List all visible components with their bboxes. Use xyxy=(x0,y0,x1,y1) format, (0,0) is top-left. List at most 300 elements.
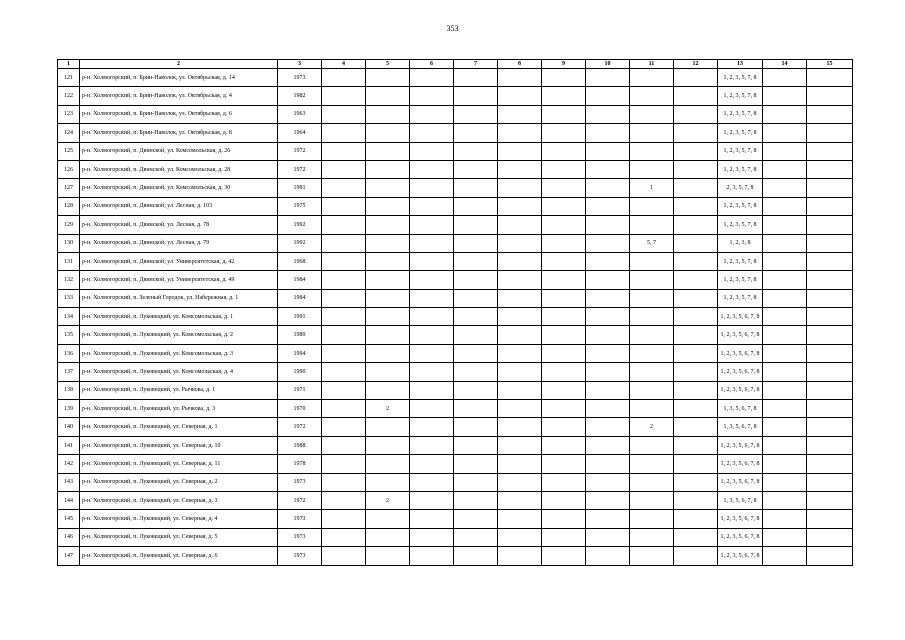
column-5-cell xyxy=(366,289,410,307)
empty-cell xyxy=(454,326,498,344)
empty-cell xyxy=(674,436,718,454)
row-number-cell: 126 xyxy=(58,160,80,178)
empty-cell xyxy=(763,308,807,326)
empty-cell xyxy=(410,436,454,454)
empty-cell xyxy=(322,69,366,87)
empty-cell xyxy=(542,252,586,270)
empty-cell xyxy=(410,252,454,270)
table-row xyxy=(58,197,853,215)
column-5-cell xyxy=(366,418,410,436)
year-cell: 1994 xyxy=(278,344,322,362)
empty-cell xyxy=(586,491,630,509)
empty-cell xyxy=(498,381,542,399)
empty-cell xyxy=(322,381,366,399)
year-cell: 1990 xyxy=(278,363,322,381)
column-13-cell: 1, 2, 3, 5, 6, 7, 8 xyxy=(718,547,763,565)
empty-cell xyxy=(586,381,630,399)
empty-cell xyxy=(674,400,718,418)
row-number-cell: 131 xyxy=(58,252,80,270)
column-13-cell: 1, 2, 3, 5, 7, 8 xyxy=(718,142,763,160)
empty-cell xyxy=(586,289,630,307)
year-cell: 1982 xyxy=(278,87,322,105)
empty-cell xyxy=(542,197,586,215)
year-cell: 1972 xyxy=(278,160,322,178)
row-number-cell: 127 xyxy=(58,179,80,197)
address-cell: р-н. Холмогорский, п. Двинской, ул. Комсомольская, д. 28 xyxy=(80,160,278,178)
empty-cell xyxy=(674,87,718,105)
empty-cell xyxy=(674,234,718,252)
column-header: 8 xyxy=(498,60,542,69)
column-header: 13 xyxy=(718,60,763,69)
address-cell: р-н. Холмогорский, п. Луковецкий, ул. Комсомольская, д. 1 xyxy=(80,308,278,326)
empty-cell xyxy=(498,160,542,178)
column-13-cell: 1, 2, 3, 8 xyxy=(718,234,763,252)
empty-cell xyxy=(586,124,630,142)
empty-cell xyxy=(763,124,807,142)
column-header: 4 xyxy=(322,60,366,69)
column-11-cell xyxy=(630,381,674,399)
year-cell: 1972 xyxy=(278,418,322,436)
empty-cell xyxy=(807,510,853,528)
empty-cell xyxy=(454,87,498,105)
empty-cell xyxy=(410,271,454,289)
empty-cell xyxy=(454,69,498,87)
empty-cell xyxy=(763,105,807,123)
table-row xyxy=(58,234,853,252)
empty-cell xyxy=(763,510,807,528)
row-number-cell: 140 xyxy=(58,418,80,436)
empty-cell xyxy=(410,547,454,565)
address-cell: р-н. Холмогорский, п. Двинской, ул. Лесная, д. 103 xyxy=(80,197,278,215)
table-row xyxy=(58,179,853,197)
empty-cell xyxy=(586,326,630,344)
address-cell: р-н. Холмогорский, п. Луковецкий, ул. Северная, д. 5 xyxy=(80,528,278,546)
row-number-cell: 123 xyxy=(58,105,80,123)
column-5-cell: 2 xyxy=(366,491,410,509)
column-11-cell xyxy=(630,326,674,344)
empty-cell xyxy=(410,418,454,436)
empty-cell xyxy=(454,436,498,454)
table-body xyxy=(58,69,853,566)
empty-cell xyxy=(586,363,630,381)
column-5-cell xyxy=(366,436,410,454)
empty-cell xyxy=(410,179,454,197)
address-cell: р-н. Холмогорский, п. Брин-Наволок, ул. Октябрьская, д. 8 xyxy=(80,124,278,142)
empty-cell xyxy=(498,400,542,418)
column-5-cell xyxy=(366,381,410,399)
empty-cell xyxy=(322,252,366,270)
address-cell: р-н. Холмогорский, п. Зеленый Городок, ул. Набережная, д. 1 xyxy=(80,289,278,307)
empty-cell xyxy=(674,326,718,344)
empty-cell xyxy=(410,289,454,307)
empty-cell xyxy=(674,344,718,362)
year-cell: 1981 xyxy=(278,179,322,197)
year-cell: 1988 xyxy=(278,436,322,454)
empty-cell xyxy=(322,234,366,252)
empty-cell xyxy=(410,510,454,528)
empty-cell xyxy=(763,363,807,381)
row-number-cell: 138 xyxy=(58,381,80,399)
empty-cell xyxy=(542,216,586,234)
column-header: 1 xyxy=(58,60,80,69)
empty-cell xyxy=(542,289,586,307)
column-5-cell xyxy=(366,308,410,326)
empty-cell xyxy=(542,326,586,344)
empty-cell xyxy=(410,491,454,509)
table-row xyxy=(58,252,853,270)
column-header: 10 xyxy=(586,60,630,69)
empty-cell xyxy=(586,197,630,215)
empty-cell xyxy=(498,216,542,234)
column-5-cell xyxy=(366,528,410,546)
year-cell: 1989 xyxy=(278,326,322,344)
empty-cell xyxy=(807,363,853,381)
column-5-cell xyxy=(366,344,410,362)
column-13-cell: 1, 2, 3, 5, 7, 8 xyxy=(718,197,763,215)
empty-cell xyxy=(498,87,542,105)
empty-cell xyxy=(807,326,853,344)
year-cell: 1978 xyxy=(278,455,322,473)
empty-cell xyxy=(674,216,718,234)
empty-cell xyxy=(410,326,454,344)
empty-cell xyxy=(763,142,807,160)
empty-cell xyxy=(498,491,542,509)
empty-cell xyxy=(763,528,807,546)
address-cell: р-н. Холмогорский, п. Двинской, ул. Комсомольская, д. 26 xyxy=(80,142,278,160)
empty-cell xyxy=(542,455,586,473)
empty-cell xyxy=(410,455,454,473)
empty-cell xyxy=(322,197,366,215)
row-number-cell: 121 xyxy=(58,69,80,87)
column-11-cell xyxy=(630,142,674,160)
row-number-cell: 124 xyxy=(58,124,80,142)
empty-cell xyxy=(542,528,586,546)
column-13-cell: 1, 2, 3, 5, 7, 8 xyxy=(718,271,763,289)
row-number-cell: 134 xyxy=(58,308,80,326)
empty-cell xyxy=(322,400,366,418)
empty-cell xyxy=(763,400,807,418)
column-5-cell xyxy=(366,105,410,123)
column-11-cell xyxy=(630,400,674,418)
empty-cell xyxy=(454,473,498,491)
column-header: 5 xyxy=(366,60,410,69)
empty-cell xyxy=(674,124,718,142)
column-13-cell: 1, 2, 3, 5, 6, 7, 8 xyxy=(718,326,763,344)
empty-cell xyxy=(454,252,498,270)
empty-cell xyxy=(410,160,454,178)
empty-cell xyxy=(498,473,542,491)
empty-cell xyxy=(454,197,498,215)
address-cell: р-н. Холмогорский, п. Луковецкий, ул. Комсомольская, д. 3 xyxy=(80,344,278,362)
table-row xyxy=(58,528,853,546)
address-cell: р-н. Холмогорский, п. Луковецкий, ул. Комсомольская, д. 4 xyxy=(80,363,278,381)
empty-cell xyxy=(498,455,542,473)
empty-cell xyxy=(410,87,454,105)
empty-cell xyxy=(763,160,807,178)
address-cell: р-н. Холмогорский, п. Двинской, ул. Университетская, д. 49 xyxy=(80,271,278,289)
data-table xyxy=(57,59,853,566)
empty-cell xyxy=(410,142,454,160)
empty-cell xyxy=(763,418,807,436)
row-number-cell: 145 xyxy=(58,510,80,528)
table-row xyxy=(58,344,853,362)
empty-cell xyxy=(674,105,718,123)
column-13-cell: 1, 2, 3, 5, 7, 8 xyxy=(718,87,763,105)
empty-cell xyxy=(807,252,853,270)
table-row xyxy=(58,436,853,454)
empty-cell xyxy=(807,436,853,454)
empty-cell xyxy=(322,216,366,234)
empty-cell xyxy=(807,197,853,215)
empty-cell xyxy=(410,473,454,491)
column-5-cell xyxy=(366,326,410,344)
column-11-cell xyxy=(630,491,674,509)
empty-cell xyxy=(454,510,498,528)
row-number-cell: 125 xyxy=(58,142,80,160)
empty-cell xyxy=(807,308,853,326)
year-cell: 1973 xyxy=(278,510,322,528)
empty-cell xyxy=(498,326,542,344)
empty-cell xyxy=(586,344,630,362)
empty-cell xyxy=(674,547,718,565)
empty-cell xyxy=(807,234,853,252)
empty-cell xyxy=(542,87,586,105)
column-5-cell xyxy=(366,216,410,234)
empty-cell xyxy=(454,344,498,362)
column-11-cell xyxy=(630,455,674,473)
empty-cell xyxy=(322,344,366,362)
column-5-cell xyxy=(366,179,410,197)
empty-cell xyxy=(674,381,718,399)
empty-cell xyxy=(454,142,498,160)
empty-cell xyxy=(454,124,498,142)
column-13-cell: 1, 2, 3, 5, 6, 7, 8 xyxy=(718,363,763,381)
row-number-cell: 141 xyxy=(58,436,80,454)
empty-cell xyxy=(807,400,853,418)
column-11-cell xyxy=(630,69,674,87)
column-5-cell xyxy=(366,197,410,215)
empty-cell xyxy=(322,160,366,178)
column-11-cell xyxy=(630,124,674,142)
table-row xyxy=(58,473,853,491)
table-row xyxy=(58,326,853,344)
empty-cell xyxy=(498,510,542,528)
column-13-cell: 1, 3, 5, 6, 7, 8 xyxy=(718,418,763,436)
empty-cell xyxy=(454,418,498,436)
column-11-cell: 1 xyxy=(630,179,674,197)
empty-cell xyxy=(498,179,542,197)
empty-cell xyxy=(586,252,630,270)
column-header: 7 xyxy=(454,60,498,69)
address-cell: р-н. Холмогорский, п. Луковецкий, ул. Рычкова, д. 1 xyxy=(80,381,278,399)
empty-cell xyxy=(542,473,586,491)
column-11-cell xyxy=(630,547,674,565)
empty-cell xyxy=(807,69,853,87)
empty-cell xyxy=(586,473,630,491)
empty-cell xyxy=(454,528,498,546)
empty-cell xyxy=(454,547,498,565)
year-cell: 1992 xyxy=(278,216,322,234)
empty-cell xyxy=(542,491,586,509)
row-number-cell: 143 xyxy=(58,473,80,491)
column-13-cell: 1, 3, 5, 6, 7, 8 xyxy=(718,400,763,418)
empty-cell xyxy=(542,179,586,197)
row-number-cell: 130 xyxy=(58,234,80,252)
empty-cell xyxy=(454,179,498,197)
empty-cell xyxy=(807,160,853,178)
empty-cell xyxy=(542,69,586,87)
empty-cell xyxy=(322,491,366,509)
year-cell: 1971 xyxy=(278,381,322,399)
empty-cell xyxy=(542,418,586,436)
row-number-cell: 147 xyxy=(58,547,80,565)
empty-cell xyxy=(807,528,853,546)
year-cell: 1972 xyxy=(278,491,322,509)
year-cell: 1991 xyxy=(278,308,322,326)
empty-cell xyxy=(763,197,807,215)
row-number-cell: 129 xyxy=(58,216,80,234)
empty-cell xyxy=(410,69,454,87)
empty-cell xyxy=(542,400,586,418)
empty-cell xyxy=(542,547,586,565)
empty-cell xyxy=(322,87,366,105)
address-cell: р-н. Холмогорский, п. Брин-Наволок, ул. Октябрьская, д. 14 xyxy=(80,69,278,87)
column-13-cell: 1, 3, 5, 6, 7, 8 xyxy=(718,491,763,509)
empty-cell xyxy=(454,455,498,473)
empty-cell xyxy=(807,381,853,399)
empty-cell xyxy=(674,455,718,473)
column-13-cell: 1, 2, 3, 5, 6, 7, 8 xyxy=(718,455,763,473)
year-cell: 1970 xyxy=(278,400,322,418)
year-cell: 1973 xyxy=(278,547,322,565)
empty-cell xyxy=(410,400,454,418)
year-cell: 1963 xyxy=(278,105,322,123)
empty-cell xyxy=(322,105,366,123)
column-header: 14 xyxy=(763,60,807,69)
address-cell: р-н. Холмогорский, п. Луковецкий, ул. Северная, д. 2 xyxy=(80,473,278,491)
empty-cell xyxy=(586,105,630,123)
empty-cell xyxy=(454,289,498,307)
empty-cell xyxy=(807,179,853,197)
empty-cell xyxy=(454,160,498,178)
empty-cell xyxy=(322,124,366,142)
empty-cell xyxy=(454,381,498,399)
empty-cell xyxy=(674,142,718,160)
empty-cell xyxy=(498,124,542,142)
empty-cell xyxy=(498,308,542,326)
empty-cell xyxy=(322,363,366,381)
column-13-cell: 1, 2, 3, 5, 6, 7, 8 xyxy=(718,528,763,546)
empty-cell xyxy=(542,381,586,399)
year-cell: 1972 xyxy=(278,142,322,160)
empty-cell xyxy=(674,179,718,197)
empty-cell xyxy=(763,436,807,454)
column-5-cell xyxy=(366,363,410,381)
empty-cell xyxy=(674,289,718,307)
column-5-cell xyxy=(366,234,410,252)
empty-cell xyxy=(674,510,718,528)
empty-cell xyxy=(410,216,454,234)
column-13-cell: 1, 2, 3, 5, 6, 7, 8 xyxy=(718,473,763,491)
column-13-cell: 1, 2, 3, 5, 7, 8 xyxy=(718,124,763,142)
empty-cell xyxy=(498,142,542,160)
address-cell: р-н. Холмогорский, п. Луковецкий, ул. Северная, д. 11 xyxy=(80,455,278,473)
empty-cell xyxy=(454,105,498,123)
empty-cell xyxy=(763,289,807,307)
empty-cell xyxy=(410,308,454,326)
empty-cell xyxy=(586,510,630,528)
empty-cell xyxy=(498,252,542,270)
year-cell: 1973 xyxy=(278,473,322,491)
column-5-cell xyxy=(366,455,410,473)
column-11-cell xyxy=(630,160,674,178)
empty-cell xyxy=(498,289,542,307)
empty-cell xyxy=(542,234,586,252)
empty-cell xyxy=(454,491,498,509)
empty-cell xyxy=(807,124,853,142)
column-5-cell xyxy=(366,271,410,289)
empty-cell xyxy=(807,271,853,289)
empty-cell xyxy=(674,197,718,215)
empty-cell xyxy=(763,381,807,399)
table-row xyxy=(58,87,853,105)
empty-cell xyxy=(763,455,807,473)
empty-cell xyxy=(674,160,718,178)
column-11-cell xyxy=(630,308,674,326)
table-row xyxy=(58,491,853,509)
column-5-cell xyxy=(366,160,410,178)
column-13-cell: 1, 2, 3, 5, 6, 7, 8 xyxy=(718,344,763,362)
empty-cell xyxy=(454,400,498,418)
row-number-cell: 139 xyxy=(58,400,80,418)
address-cell: р-н. Холмогорский, п. Луковецкий, ул. Комсомольская, д. 2 xyxy=(80,326,278,344)
empty-cell xyxy=(498,271,542,289)
empty-cell xyxy=(322,436,366,454)
column-header: 3 xyxy=(278,60,322,69)
column-11-cell xyxy=(630,105,674,123)
column-11-cell xyxy=(630,87,674,105)
empty-cell xyxy=(807,87,853,105)
empty-cell xyxy=(542,436,586,454)
column-11-cell xyxy=(630,528,674,546)
empty-cell xyxy=(807,216,853,234)
empty-cell xyxy=(763,216,807,234)
year-cell: 1975 xyxy=(278,197,322,215)
empty-cell xyxy=(410,124,454,142)
year-cell: 1984 xyxy=(278,271,322,289)
table-row xyxy=(58,547,853,565)
table-row xyxy=(58,363,853,381)
column-11-cell xyxy=(630,344,674,362)
empty-cell xyxy=(763,252,807,270)
empty-cell xyxy=(586,547,630,565)
empty-cell xyxy=(763,271,807,289)
empty-cell xyxy=(807,105,853,123)
empty-cell xyxy=(410,363,454,381)
column-5-cell xyxy=(366,252,410,270)
empty-cell xyxy=(674,363,718,381)
table-row xyxy=(58,271,853,289)
empty-cell xyxy=(763,179,807,197)
empty-cell xyxy=(674,491,718,509)
empty-cell xyxy=(322,308,366,326)
empty-cell xyxy=(763,326,807,344)
column-header: 11 xyxy=(630,60,674,69)
address-cell: р-н. Холмогорский, п. Луковецкий, ул. Северная, д. 1 xyxy=(80,418,278,436)
empty-cell xyxy=(498,197,542,215)
column-13-cell: 2, 3, 5, 7, 8 xyxy=(718,179,763,197)
empty-cell xyxy=(586,179,630,197)
